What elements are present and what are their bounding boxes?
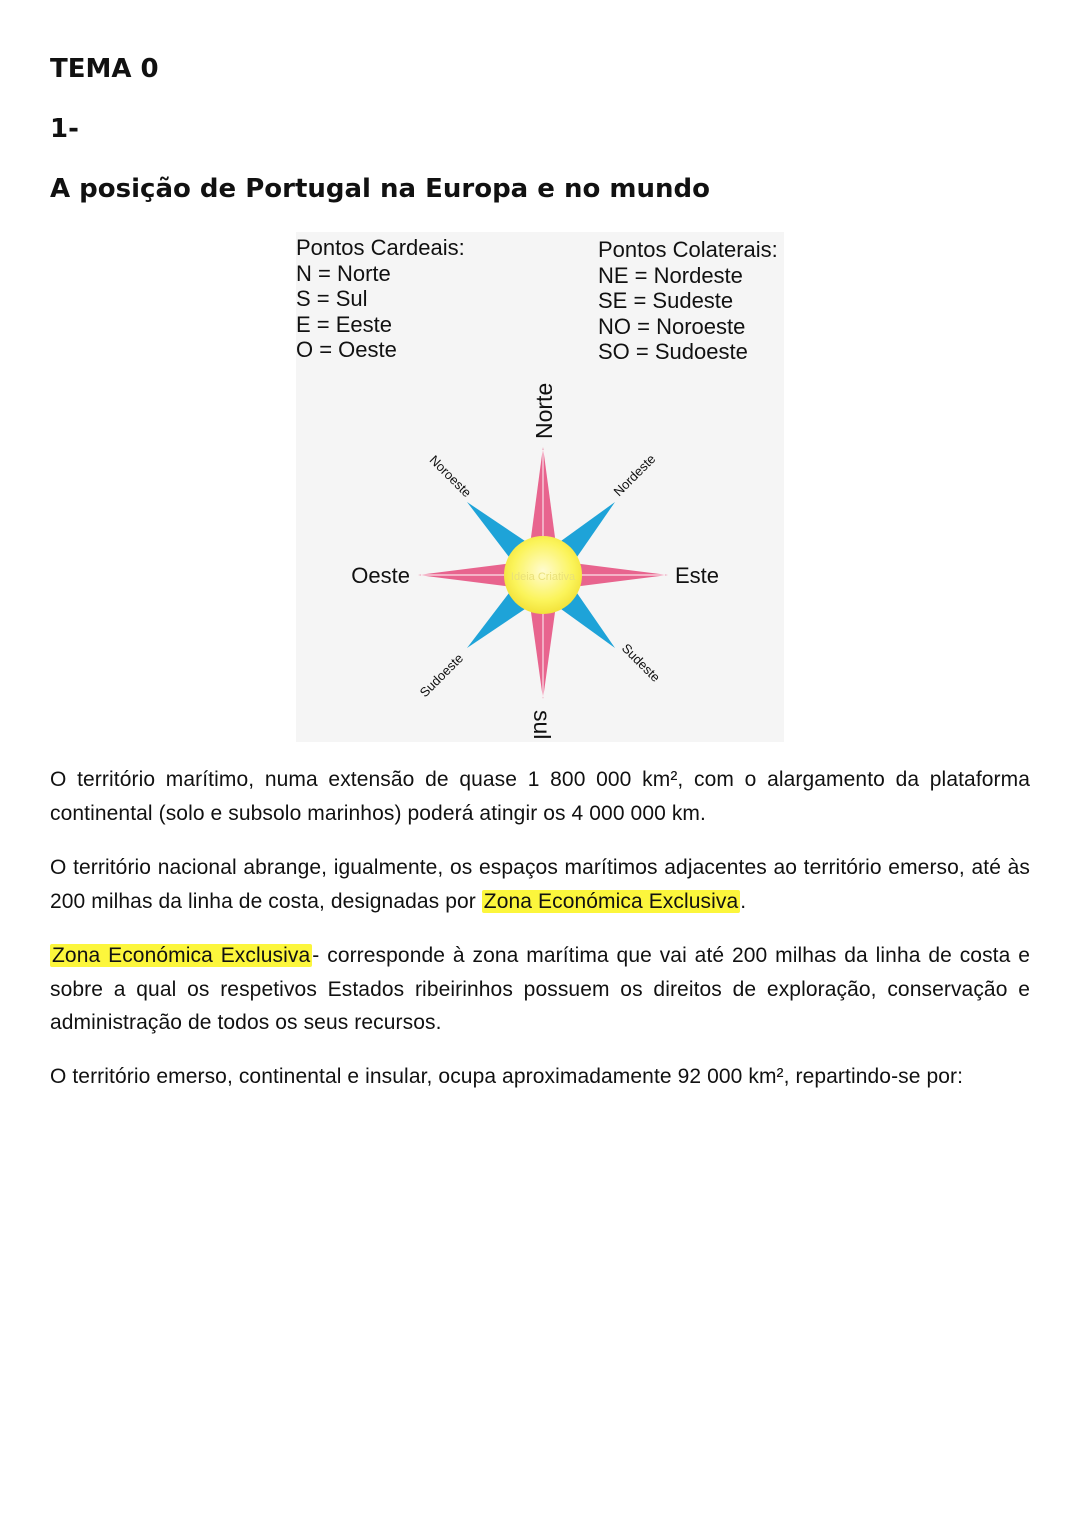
label-southeast: Sudeste bbox=[618, 640, 664, 685]
label-north: Norte bbox=[531, 382, 557, 439]
text: - corresponde à zona marítima que vai até 200 milhas da linha de costa e sobre a qual os respetivos Estados ribeirinhos possuem os direitos de exploração, conservação e administração de todos os seus recursos. bbox=[50, 944, 1030, 1034]
label-west: Oeste bbox=[351, 563, 410, 588]
legend-item: N = Norte bbox=[296, 260, 391, 286]
compass-rose-figure bbox=[296, 232, 784, 742]
legend-title: Pontos Colaterais: bbox=[598, 237, 778, 262]
label-east: Este bbox=[675, 563, 720, 588]
label-southwest: Sudoeste bbox=[416, 650, 467, 700]
compass-rose bbox=[296, 232, 784, 742]
legend-title: Pontos Cardeais: bbox=[296, 235, 465, 260]
legend-item: NE = Nordeste bbox=[598, 262, 743, 288]
paragraph-maritime-territory: O território marítimo, numa extensão de quase 1 800 000 km², com o alargamento da plataforma continental (solo e subsolo marinhos) poderá atingir os 4 000 000 km. bbox=[50, 768, 1030, 825]
legend-item: S = Sul bbox=[296, 286, 368, 311]
legend-item: SO = Sudoeste bbox=[598, 339, 748, 364]
legend-item: SE = Sudeste bbox=[598, 288, 734, 313]
legend-item: O = Oeste bbox=[296, 337, 397, 362]
label-northeast: Nordeste bbox=[610, 451, 659, 500]
watermark: Ideia Criativa bbox=[510, 571, 576, 583]
highlighted-term: Zona Económica Exclusiva bbox=[483, 889, 739, 913]
legend-item: E = Eeste bbox=[296, 311, 393, 337]
text: . bbox=[740, 889, 747, 913]
paragraph-zee-definition bbox=[50, 939, 1030, 1040]
text: O território nacional abrange, igualmente, os espaços marítimos adjacentes ao território emerso, até às 200 milhas da linha de costa, designadas por bbox=[50, 856, 1030, 913]
paragraph-emerged-territory: O território emerso, continental e insular, ocupa aproximadamente 92 000 km², repartindo-se por: bbox=[50, 1065, 964, 1088]
label-south: sul bbox=[529, 710, 555, 740]
page-title: A posição de Portugal na Europa e no mundo bbox=[50, 174, 710, 204]
highlighted-term: Zona Económica Exclusiva bbox=[52, 944, 311, 967]
section-heading: TEMA 0 bbox=[50, 54, 159, 84]
legend-item: NO = Noroeste bbox=[598, 313, 746, 339]
label-northwest: Noroeste bbox=[426, 452, 475, 501]
item-number: 1- bbox=[50, 114, 79, 144]
paragraph-national-territory bbox=[50, 851, 1030, 918]
